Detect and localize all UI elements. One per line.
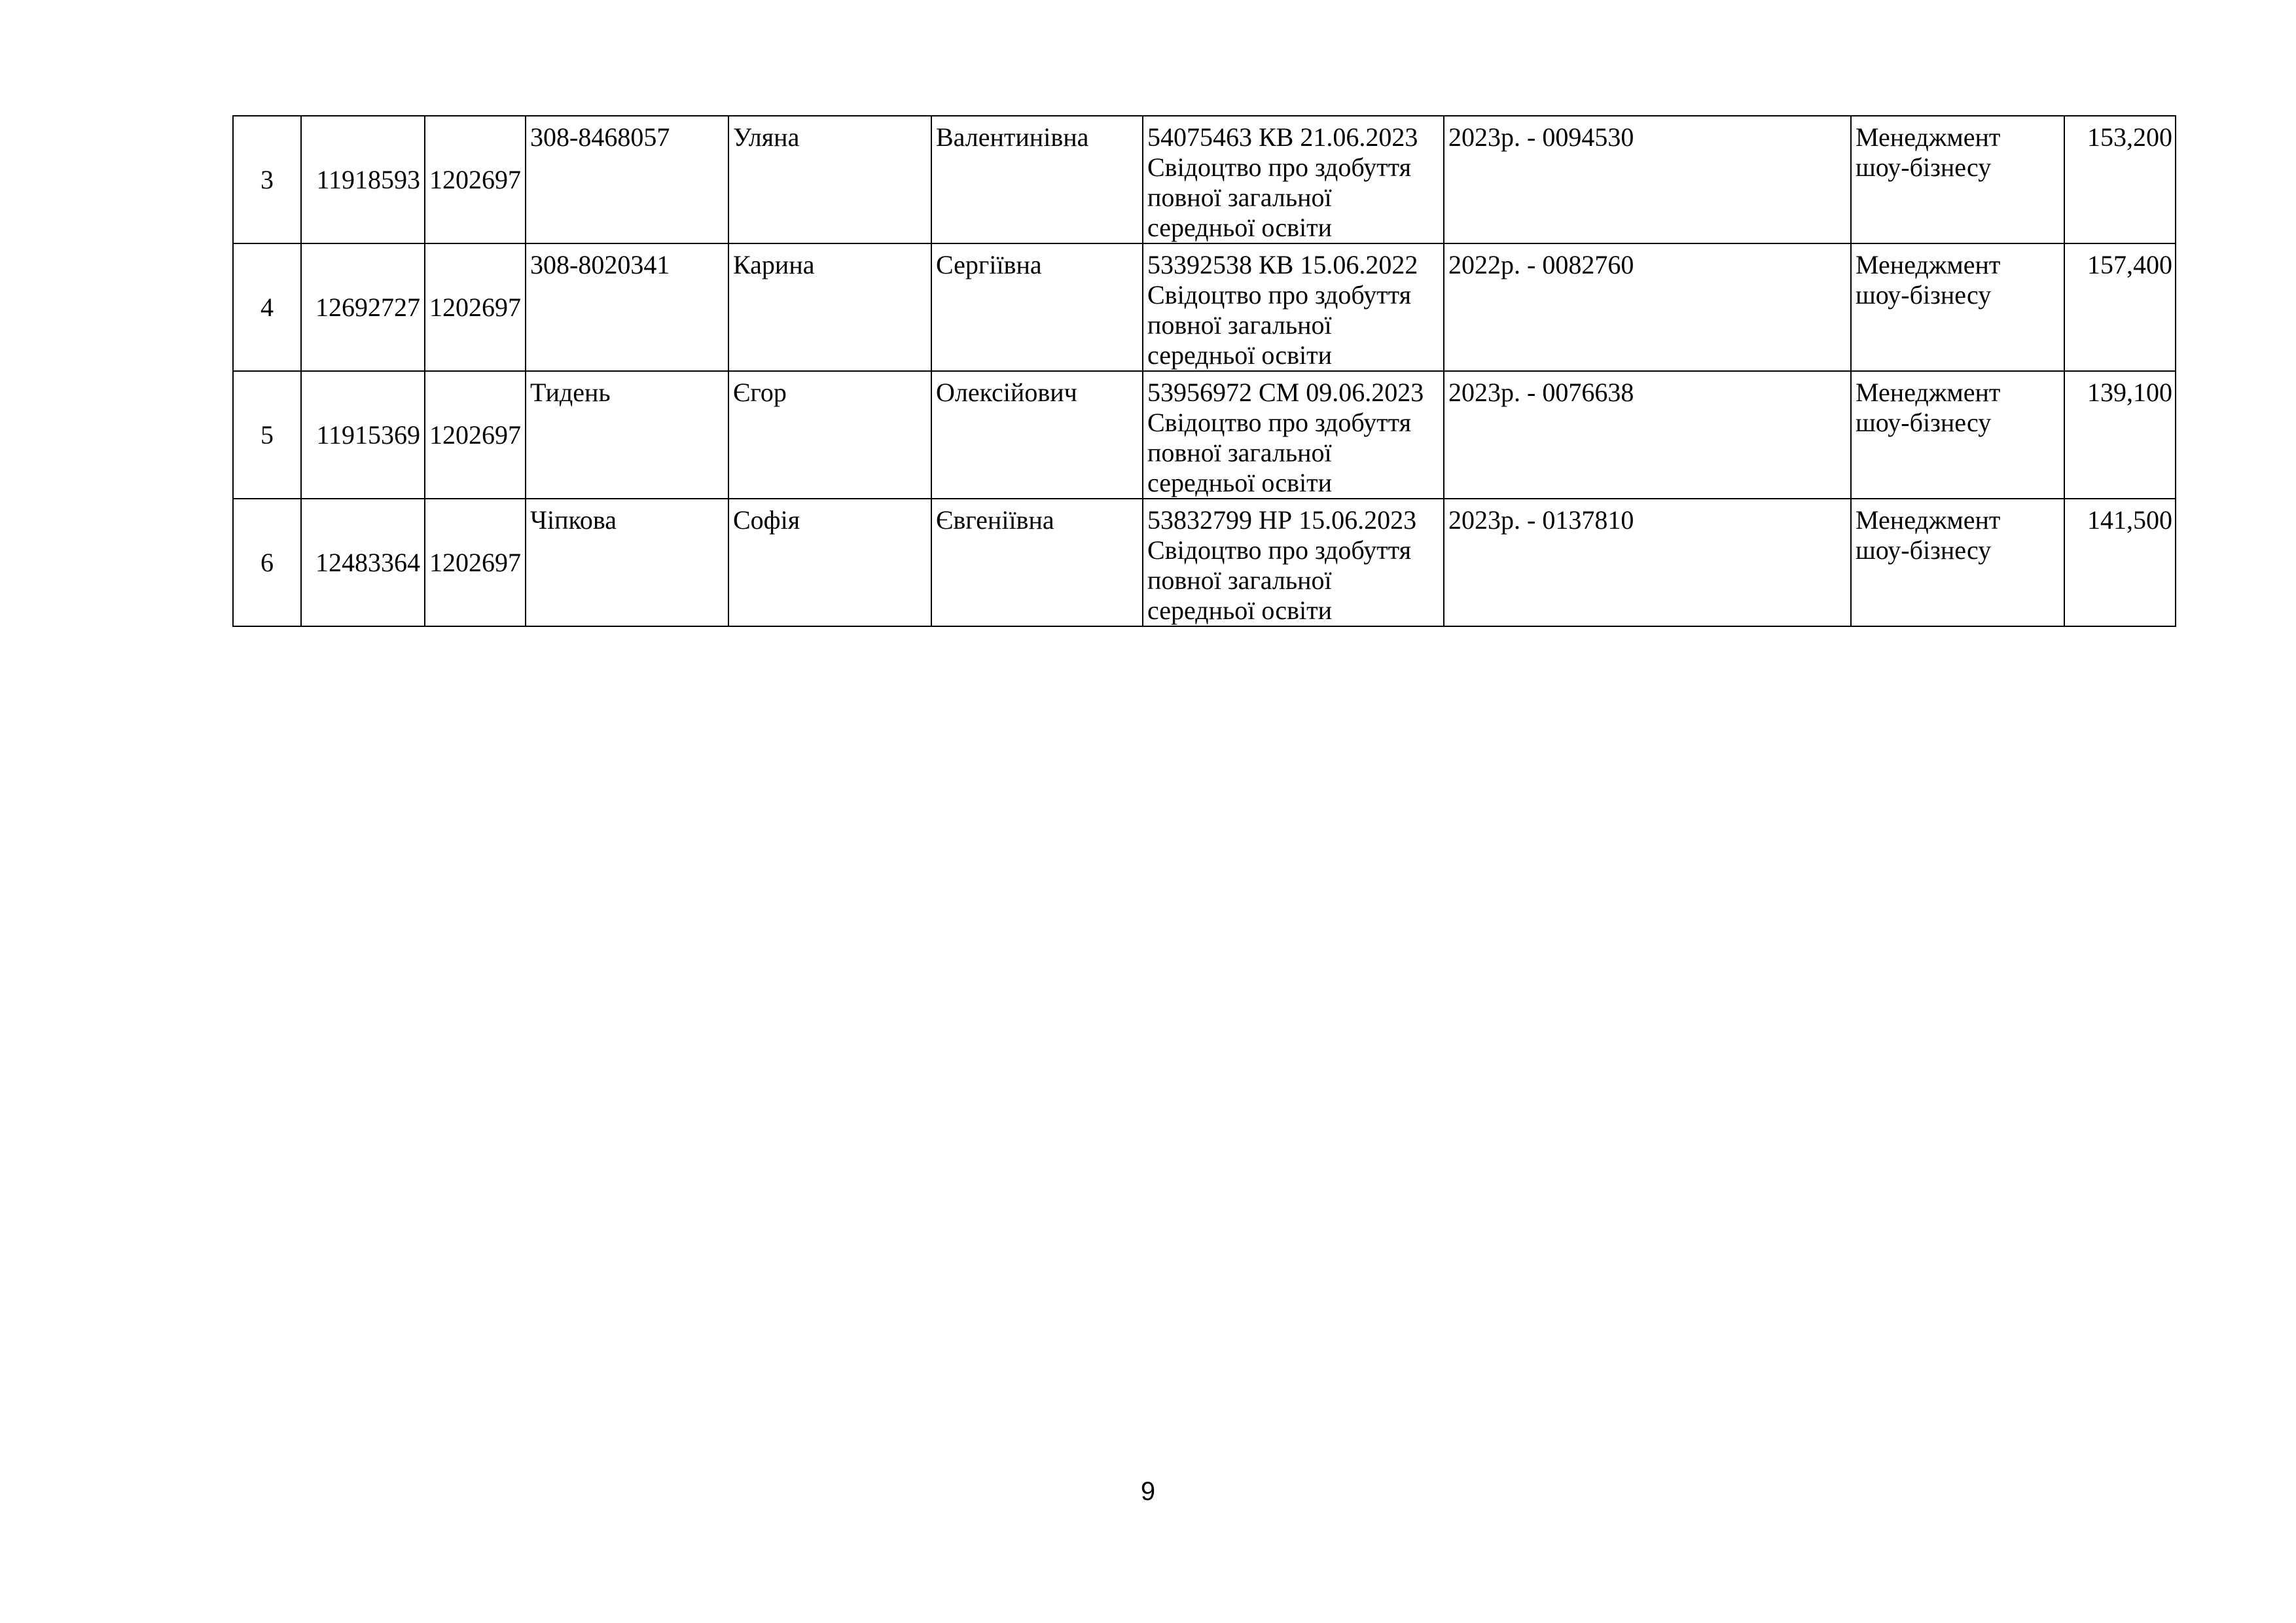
cell-col6: Валентинівна [931, 116, 1143, 243]
year-code: 2023р. - 0137810 [1444, 499, 1851, 626]
cell-col4: 308-8468057 [526, 116, 728, 243]
score: 157,400 [2064, 243, 2176, 371]
cell-col4: Чіпкова [526, 499, 728, 626]
table-row [233, 116, 2176, 243]
applicant-id: 11915369 [301, 371, 425, 499]
program-name: Менеджмент шоу-бізнесу [1851, 371, 2064, 499]
applicant-id: 12483364 [301, 499, 425, 626]
program-code: 1202697 [425, 243, 526, 371]
cell-col6: Олексійович [931, 371, 1143, 499]
row-number: 4 [233, 243, 301, 371]
year-code: 2023р. - 0076638 [1444, 371, 1851, 499]
cell-col6: Євгеніївна [931, 499, 1143, 626]
row-number: 3 [233, 116, 301, 243]
program-name: Менеджмент шоу-бізнесу [1851, 116, 2064, 243]
table-row [233, 243, 2176, 371]
education-document: 53832799 НР 15.06.2023 Свідоцтво про здобуття повної загальної середньої освіти [1143, 499, 1444, 626]
score: 139,100 [2064, 371, 2176, 499]
year-code: 2022р. - 0082760 [1444, 243, 1851, 371]
program-name: Менеджмент шоу-бізнесу [1851, 499, 2064, 626]
row-number: 6 [233, 499, 301, 626]
cell-col5: Уляна [728, 116, 931, 243]
cell-col5: Єгор [728, 371, 931, 499]
program-code: 1202697 [425, 116, 526, 243]
score: 153,200 [2064, 116, 2176, 243]
cell-col4: 308-8020341 [526, 243, 728, 371]
cell-col5: Софія [728, 499, 931, 626]
cell-col5: Карина [728, 243, 931, 371]
page-number: 9 [1140, 1477, 1156, 1506]
program-code: 1202697 [425, 371, 526, 499]
applicant-id: 11918593 [301, 116, 425, 243]
score: 141,500 [2064, 499, 2176, 626]
cell-col4: Тидень [526, 371, 728, 499]
table-row [233, 499, 2176, 626]
table-row [233, 371, 2176, 499]
program-code: 1202697 [425, 499, 526, 626]
education-document: 54075463 КВ 21.06.2023 Свідоцтво про здобуття повної загальної середньої освіти [1143, 116, 1444, 243]
education-document: 53392538 КВ 15.06.2022 Свідоцтво про здобуття повної загальної середньої освіти [1143, 243, 1444, 371]
year-code: 2023р. - 0094530 [1444, 116, 1851, 243]
cell-col6: Сергіївна [931, 243, 1143, 371]
program-name: Менеджмент шоу-бізнесу [1851, 243, 2064, 371]
row-number: 5 [233, 371, 301, 499]
education-document: 53956972 СМ 09.06.2023 Свідоцтво про здобуття повної загальної середньої освіти [1143, 371, 1444, 499]
applicant-id: 12692727 [301, 243, 425, 371]
applicants-table [232, 115, 2176, 627]
